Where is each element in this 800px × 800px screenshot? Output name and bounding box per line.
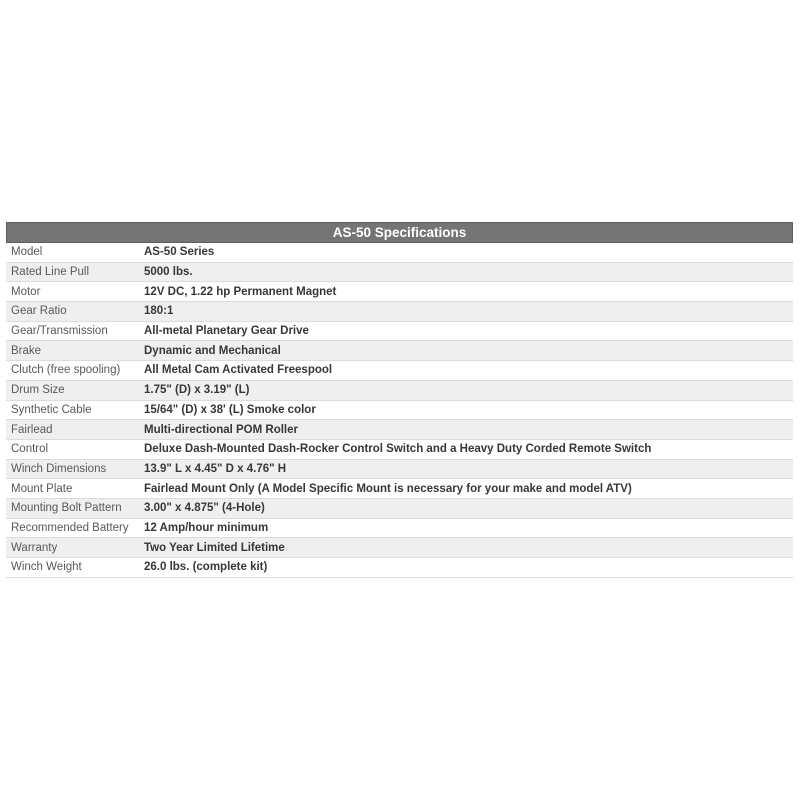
spec-value: 3.00" x 4.875" (4-Hole) [144, 502, 265, 515]
spec-value: 12 Amp/hour minimum [144, 521, 269, 534]
spec-label: Mounting Bolt Pattern [11, 502, 122, 515]
specifications-rows [6, 243, 793, 578]
spec-label: Gear/Transmission [11, 325, 108, 338]
spec-label: Warranty [11, 541, 58, 554]
spec-value: Fairlead Mount Only (A Model Specific Mount is necessary for your make and model ATV) [144, 482, 632, 495]
spec-label: Fairlead [11, 423, 53, 436]
table-row [6, 341, 793, 361]
table-row [6, 440, 793, 460]
spec-value: All-metal Planetary Gear Drive [144, 325, 309, 338]
spec-value: 1.75" (D) x 3.19" (L) [144, 384, 250, 397]
table-row [6, 401, 793, 421]
table-row [6, 519, 793, 539]
spec-value: Multi-directional POM Roller [144, 423, 298, 436]
spec-label: Gear Ratio [11, 305, 67, 318]
spec-value: 5000 lbs. [144, 266, 193, 279]
table-row [6, 263, 793, 283]
table-row [6, 558, 793, 578]
table-row [6, 420, 793, 440]
spec-value: Dynamic and Mechanical [144, 344, 281, 357]
spec-value: 15/64" (D) x 38' (L) Smoke color [144, 403, 316, 416]
table-row [6, 479, 793, 499]
spec-value: Deluxe Dash-Mounted Dash-Rocker Control Switch and a Heavy Duty Corded Remote Switch [144, 443, 652, 456]
spec-label: Control [11, 443, 49, 456]
table-row [6, 499, 793, 519]
spec-value: 26.0 lbs. (complete kit) [144, 561, 268, 574]
spec-value: 13.9" L x 4.45" D x 4.76" H [144, 462, 287, 475]
spec-label: Synthetic Cable [11, 403, 92, 416]
table-row [6, 361, 793, 381]
spec-label: Model [11, 246, 43, 259]
spec-label: Winch Dimensions [11, 462, 107, 475]
specifications-table-title: AS-50 Specifications [6, 222, 793, 243]
spec-label: Winch Weight [11, 561, 82, 574]
spec-label: Recommended Battery [11, 521, 129, 534]
table-row [6, 460, 793, 480]
table-row [6, 538, 793, 558]
spec-label: Rated Line Pull [11, 266, 89, 279]
spec-label: Clutch (free spooling) [11, 364, 121, 377]
table-row [6, 302, 793, 322]
table-row [6, 282, 793, 302]
spec-value: Two Year Limited Lifetime [144, 541, 285, 554]
table-row [6, 381, 793, 401]
spec-label: Motor [11, 285, 41, 298]
spec-label: Brake [11, 344, 42, 357]
spec-label: Mount Plate [11, 482, 73, 495]
spec-label: Drum Size [11, 384, 65, 397]
spec-value: 12V DC, 1.22 hp Permanent Magnet [144, 285, 337, 298]
spec-value: AS-50 Series [144, 246, 215, 259]
spec-value: All Metal Cam Activated Freespool [144, 364, 333, 377]
table-row [6, 243, 793, 263]
table-row [6, 322, 793, 342]
specifications-table [6, 222, 793, 578]
spec-value: 180:1 [144, 305, 174, 318]
